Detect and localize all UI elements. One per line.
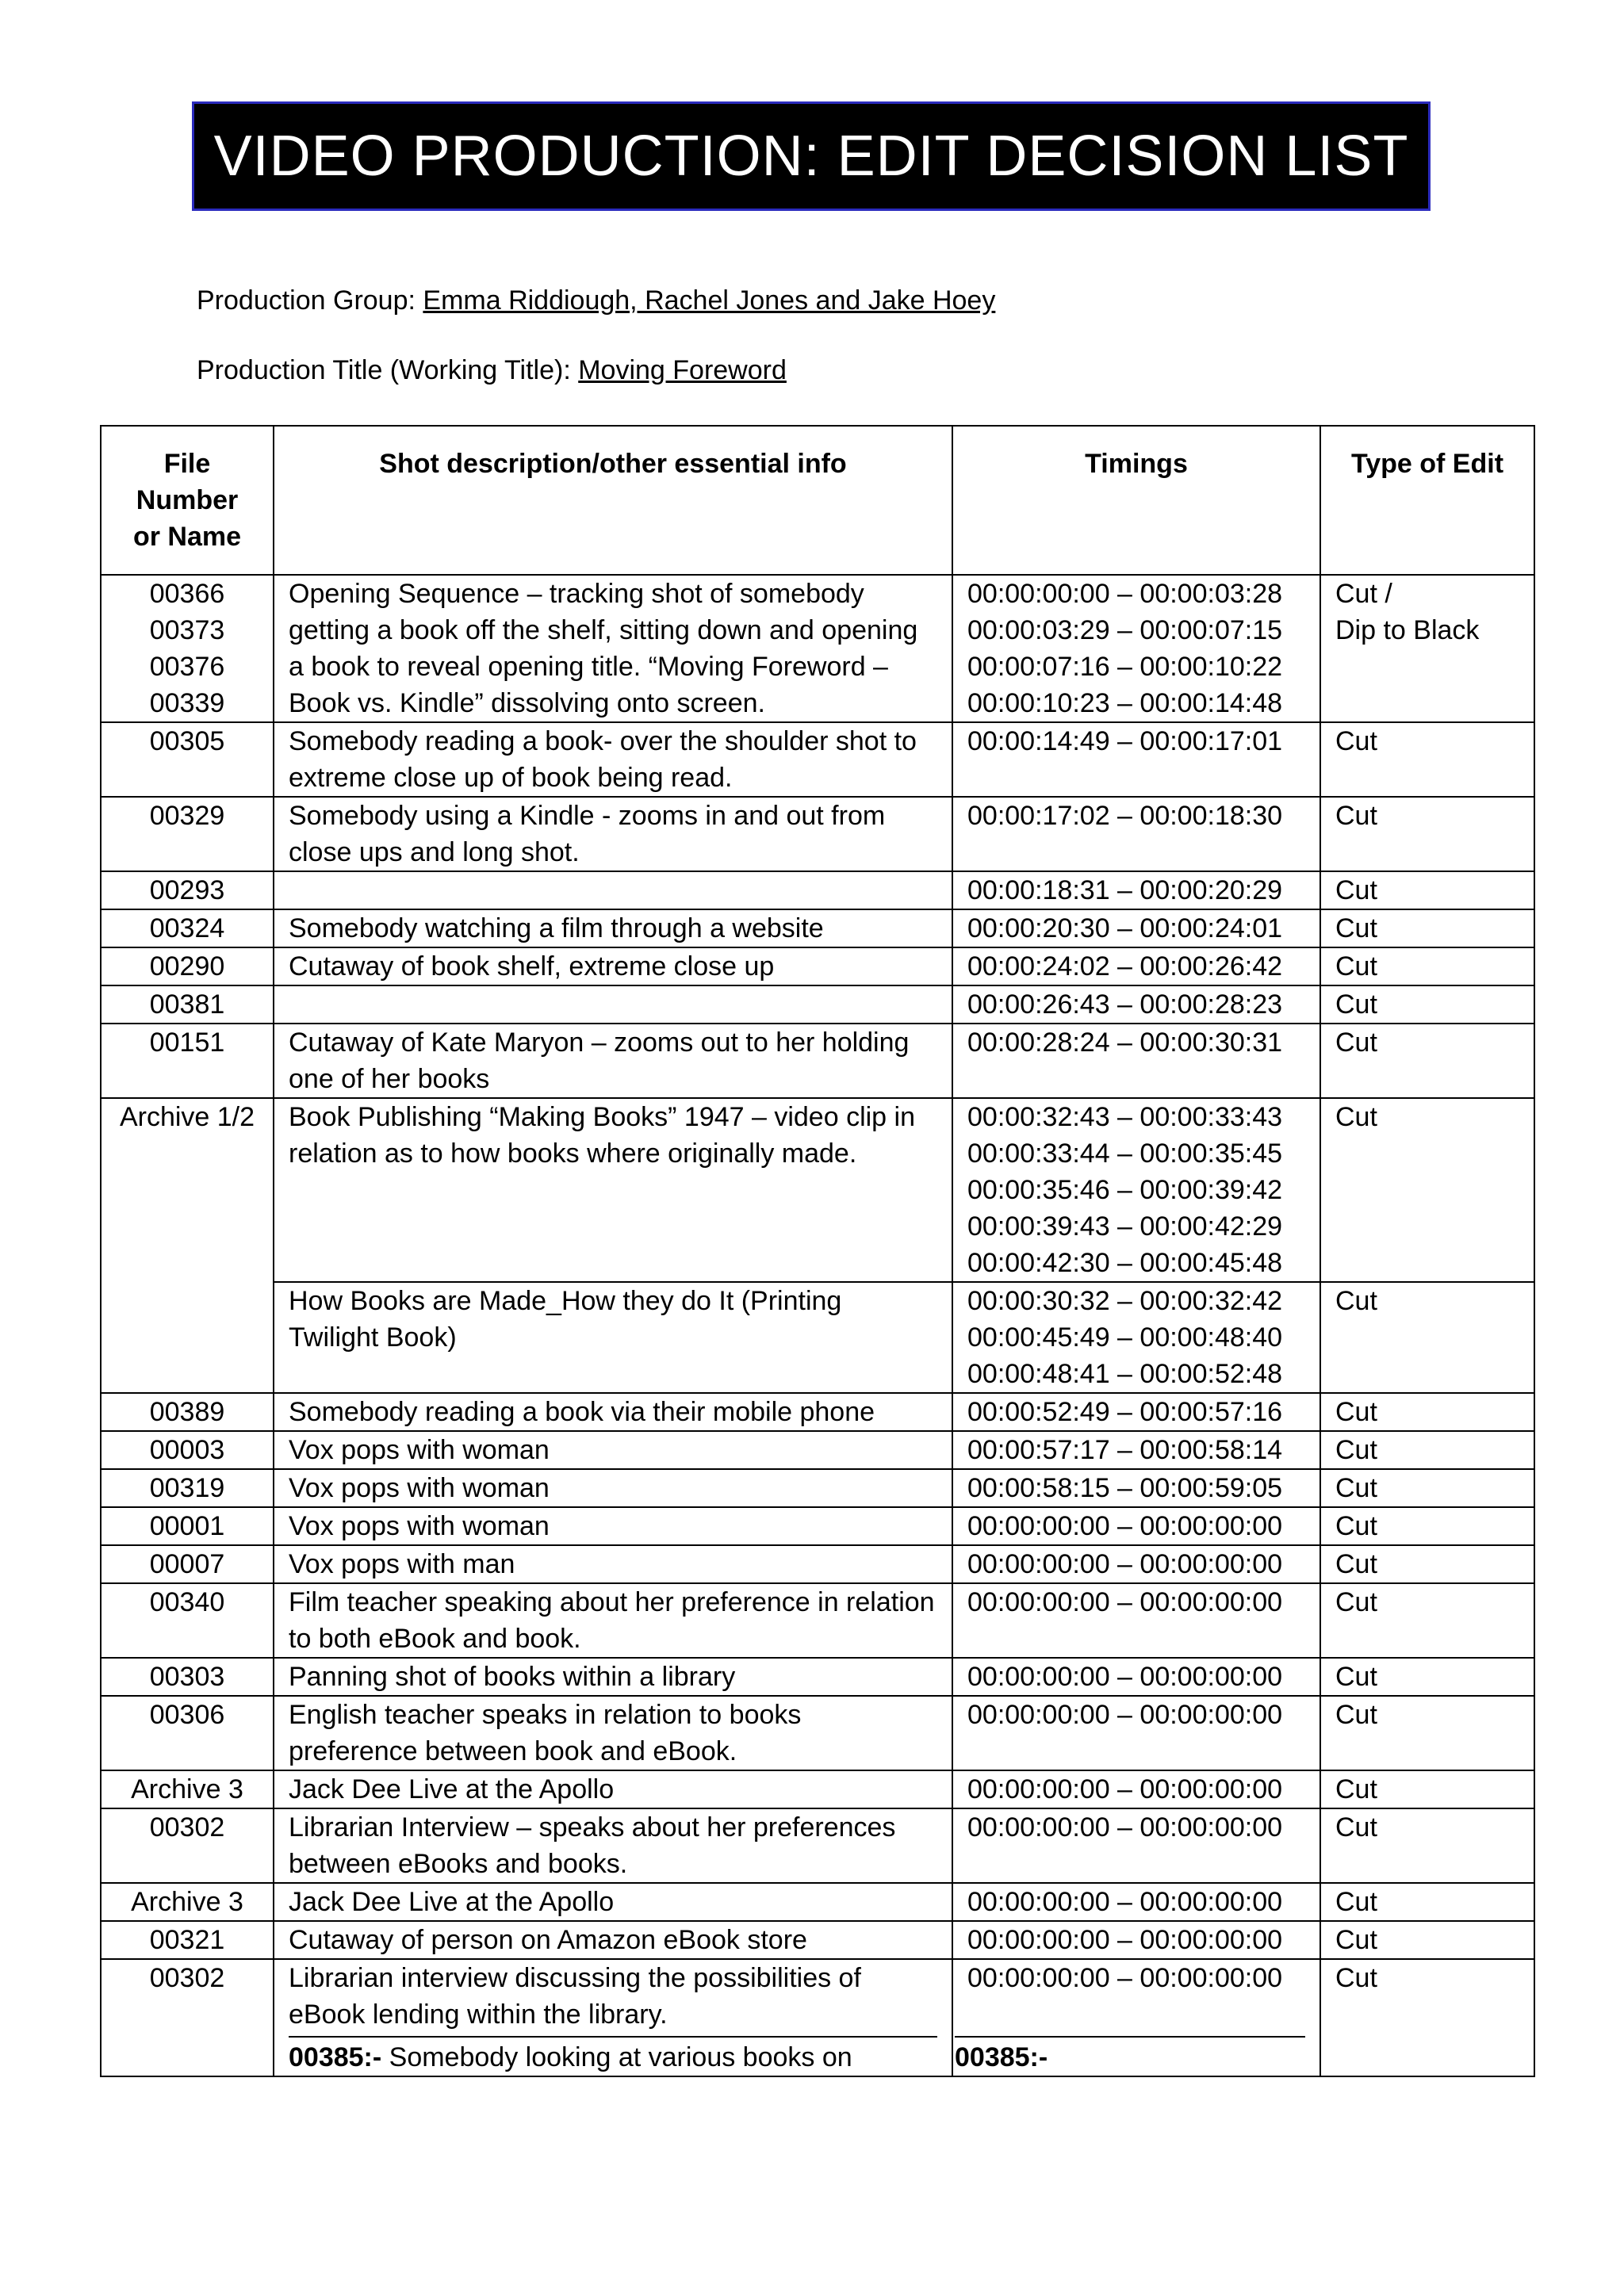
shot-description: Cutaway of person on Amazon eBook store	[289, 1925, 807, 1955]
table-row	[101, 575, 1534, 722]
shot-description: Vox pops with woman	[289, 1435, 550, 1465]
edit-type-cell	[1320, 1921, 1534, 1959]
description-cell	[274, 1024, 952, 1098]
edit-decision-table	[100, 425, 1535, 2077]
file-number: 00319	[149, 1473, 225, 1503]
timing: 00:00:00:00 – 00:00:00:00	[967, 1774, 1283, 1804]
file-cell	[101, 1696, 274, 1770]
edit-type: Cut	[1335, 913, 1377, 943]
header-timings: Timings	[952, 426, 1320, 575]
edit-type: Cut	[1335, 1435, 1377, 1465]
edit-type: Cut	[1335, 1027, 1377, 1058]
table-row	[101, 1921, 1534, 1959]
file-cell	[101, 1808, 274, 1883]
shot-description: Somebody using a Kindle - zooms in and out from close ups and long shot.	[289, 801, 886, 867]
edit-type: Dip to Black	[1335, 615, 1480, 645]
continued-description	[289, 2036, 937, 2076]
file-number: Archive 3	[131, 1887, 243, 1917]
description-cell	[274, 1393, 952, 1431]
edit-type-cell	[1320, 871, 1534, 909]
description-cell	[274, 1658, 952, 1696]
shot-description: Book Publishing “Making Books” 1947 – video clip in relation as to how books where originally made.	[289, 1102, 916, 1169]
edit-type-cell	[1320, 1959, 1534, 2076]
shot-description: Vox pops with woman	[289, 1511, 550, 1541]
file-number: 00003	[149, 1435, 225, 1465]
file-number: 00389	[149, 1397, 225, 1427]
production-title	[197, 355, 787, 386]
timings-cell	[952, 1696, 1320, 1770]
file-cell	[101, 1469, 274, 1507]
file-number: 00324	[149, 913, 225, 943]
description-cell	[274, 1583, 952, 1658]
edit-type-cell	[1320, 1507, 1534, 1545]
timing: 00:00:52:49 – 00:00:57:16	[967, 1397, 1283, 1427]
description-cell	[274, 985, 952, 1024]
table-row	[101, 1024, 1534, 1098]
shot-description: How Books are Made_How they do It (Printing Twilight Book)	[289, 1286, 842, 1353]
shot-description: Somebody reading a book via their mobile phone	[289, 1397, 875, 1427]
edit-type: Cut	[1335, 989, 1377, 1020]
edit-type-cell	[1320, 575, 1534, 722]
shot-description: Film teacher speaking about her preference in relation to both eBook and book.	[289, 1587, 935, 1654]
table-row	[101, 1431, 1534, 1469]
file-cell	[101, 947, 274, 985]
file-cell	[101, 1507, 274, 1545]
shot-description: Jack Dee Live at the Apollo	[289, 1887, 615, 1917]
table-row	[101, 1770, 1534, 1808]
timings-cell	[952, 1431, 1320, 1469]
timings-cell	[952, 1583, 1320, 1658]
edit-type: Cut	[1335, 1549, 1377, 1579]
production-group	[197, 285, 995, 316]
shot-description: Cutaway of Kate Maryon – zooms out to her holding one of her books	[289, 1027, 910, 1094]
timing: 00:00:00:00 – 00:00:00:00	[967, 1925, 1283, 1955]
timing: 00:00:20:30 – 00:00:24:01	[967, 913, 1283, 943]
file-number: 00302	[149, 1963, 225, 1993]
timings-cell	[952, 1098, 1320, 1282]
timing: 00:00:00:00 – 00:00:00:00	[967, 1812, 1283, 1843]
timings-cell	[952, 1024, 1320, 1098]
description-cell	[274, 1431, 952, 1469]
shot-description: Cutaway of book shelf, extreme close up	[289, 951, 775, 982]
file-number: 00290	[149, 951, 225, 982]
table-row	[101, 797, 1534, 871]
timings-cell	[952, 722, 1320, 797]
file-cell	[101, 1098, 274, 1393]
edit-type: Cut	[1335, 801, 1377, 831]
file-number: 00293	[149, 875, 225, 905]
timings-cell	[952, 1545, 1320, 1583]
file-number: 00151	[149, 1027, 225, 1058]
shot-description: Somebody watching a film through a website	[289, 913, 824, 943]
timing: 00:00:57:17 – 00:00:58:14	[967, 1435, 1283, 1465]
timing: 00:00:35:46 – 00:00:39:42	[967, 1175, 1283, 1205]
edit-type: Cut	[1335, 1700, 1377, 1730]
file-number: 00303	[149, 1662, 225, 1692]
timing: 00:00:45:49 – 00:00:48:40	[967, 1322, 1283, 1353]
timings-cell	[952, 1282, 1320, 1393]
description-cell	[274, 871, 952, 909]
edit-type-cell	[1320, 1883, 1534, 1921]
shot-description: Vox pops with man	[289, 1549, 515, 1579]
timing: 00:00:33:44 – 00:00:35:45	[967, 1138, 1283, 1169]
file-cell	[101, 1393, 274, 1431]
header-type-of-edit: Type of Edit	[1320, 426, 1534, 575]
timings-cell	[952, 1883, 1320, 1921]
table-row	[101, 1393, 1534, 1431]
page-title: VIDEO PRODUCTION: EDIT DECISION LIST	[192, 101, 1431, 211]
table-row	[101, 1469, 1534, 1507]
timing: 00:00:39:43 – 00:00:42:29	[967, 1211, 1283, 1242]
table-row	[101, 1583, 1534, 1658]
production-title-value: Moving Foreword	[578, 355, 787, 385]
continued-file-label: 00385:-	[289, 2042, 382, 2072]
description-cell	[274, 1921, 952, 1959]
edit-type: Cut	[1335, 1812, 1377, 1843]
edit-type: Cut	[1335, 1473, 1377, 1503]
edit-type: Cut /	[1335, 579, 1392, 609]
timing: 00:00:00:00 – 00:00:00:00	[967, 1587, 1283, 1617]
header-description: Shot description/other essential info	[274, 426, 952, 575]
file-cell	[101, 1959, 274, 2076]
file-number: 00306	[149, 1700, 225, 1730]
edit-type-cell	[1320, 1696, 1534, 1770]
file-cell	[101, 1883, 274, 1921]
timing: 00:00:00:00 – 00:00:00:00	[967, 1700, 1283, 1730]
edit-type-cell	[1320, 1393, 1534, 1431]
edit-type: Cut	[1335, 1925, 1377, 1955]
edit-type: Cut	[1335, 951, 1377, 982]
timing: 00:00:07:16 – 00:00:10:22	[967, 652, 1283, 682]
table-row	[101, 909, 1534, 947]
edit-type-cell	[1320, 1098, 1534, 1282]
file-number: 00381	[149, 989, 225, 1020]
timing: 00:00:00:00 – 00:00:00:00	[967, 1887, 1283, 1917]
description-cell	[274, 1545, 952, 1583]
table-row	[101, 1098, 1534, 1282]
timings-cell	[952, 1507, 1320, 1545]
edit-type-cell	[1320, 1282, 1534, 1393]
timing: 00:00:03:29 – 00:00:07:15	[967, 615, 1283, 645]
edit-type-cell	[1320, 1583, 1534, 1658]
edit-type: Cut	[1335, 1511, 1377, 1541]
timing: 00:00:30:32 – 00:00:32:42	[967, 1286, 1283, 1316]
file-number: 00321	[149, 1925, 225, 1955]
description-cell	[274, 1883, 952, 1921]
file-cell	[101, 985, 274, 1024]
file-number: Archive 1/2	[119, 1102, 255, 1132]
edit-type: Cut	[1335, 875, 1377, 905]
timings-cell	[952, 1469, 1320, 1507]
description-cell	[274, 1770, 952, 1808]
shot-description: Panning shot of books within a library	[289, 1662, 736, 1692]
table-row	[101, 1545, 1534, 1583]
edit-type: Cut	[1335, 1662, 1377, 1692]
edit-type-cell	[1320, 722, 1534, 797]
edit-type: Cut	[1335, 1286, 1377, 1316]
file-cell	[101, 1770, 274, 1808]
timing: 00:00:24:02 – 00:00:26:42	[967, 951, 1283, 982]
description-cell	[274, 1282, 952, 1393]
timings-cell	[952, 1658, 1320, 1696]
edit-type-cell	[1320, 985, 1534, 1024]
shot-description: English teacher speaks in relation to books preference between book and eBook.	[289, 1700, 802, 1766]
table-row	[101, 1658, 1534, 1696]
production-title-label: Production Title (Working Title):	[197, 355, 579, 385]
edit-type: Cut	[1335, 1887, 1377, 1917]
file-number: 00339	[149, 688, 225, 718]
description-cell	[274, 575, 952, 722]
table-row	[101, 1507, 1534, 1545]
edit-type-cell	[1320, 1770, 1534, 1808]
file-cell	[101, 797, 274, 871]
shot-description: Librarian interview discussing the possibilities of eBook lending within the library.	[289, 1963, 861, 2030]
timing: 00:00:48:41 – 00:00:52:48	[967, 1359, 1283, 1389]
timing: 00:00:10:23 – 00:00:14:48	[967, 688, 1283, 718]
file-number: 00329	[149, 801, 225, 831]
timing: 00:00:00:00 – 00:00:03:28	[967, 579, 1283, 609]
edit-type-cell	[1320, 797, 1534, 871]
file-number: 00001	[149, 1511, 225, 1541]
edit-type-cell	[1320, 1545, 1534, 1583]
shot-description: Jack Dee Live at the Apollo	[289, 1774, 615, 1804]
description-cell	[274, 1808, 952, 1883]
timings-cell	[952, 797, 1320, 871]
table-row	[101, 871, 1534, 909]
file-cell	[101, 1658, 274, 1696]
production-group-value: Emma Riddiough, Rachel Jones and Jake Hoey	[423, 285, 996, 316]
file-cell	[101, 909, 274, 947]
timings-cell	[952, 1808, 1320, 1883]
description-cell	[274, 797, 952, 871]
file-number: 00340	[149, 1587, 225, 1617]
edit-type-cell	[1320, 909, 1534, 947]
timings-cell	[952, 985, 1320, 1024]
table-row	[101, 1282, 1534, 1393]
file-number: 00305	[149, 726, 225, 756]
description-cell	[274, 947, 952, 985]
description-cell	[274, 1696, 952, 1770]
description-cell	[274, 1959, 952, 2076]
production-group-label: Production Group:	[197, 285, 423, 316]
file-number: 00007	[149, 1549, 225, 1579]
table-row	[101, 1696, 1534, 1770]
description-cell	[274, 722, 952, 797]
timing: 00:00:28:24 – 00:00:30:31	[967, 1027, 1283, 1058]
timing: 00:00:26:43 – 00:00:28:23	[967, 989, 1283, 1020]
edit-type: Cut	[1335, 1963, 1377, 1993]
continued-text: Somebody looking at various books on	[381, 2042, 852, 2072]
file-cell	[101, 1545, 274, 1583]
timings-cell	[952, 1393, 1320, 1431]
timings-cell	[952, 947, 1320, 985]
edit-type: Cut	[1335, 1102, 1377, 1132]
table-row	[101, 722, 1534, 797]
file-number: 00373	[149, 615, 225, 645]
file-number: 00302	[149, 1812, 225, 1843]
timings-cell	[952, 1770, 1320, 1808]
edit-type: Cut	[1335, 1397, 1377, 1427]
timings-cell	[952, 575, 1320, 722]
file-cell	[101, 1431, 274, 1469]
timing: 00:00:58:15 – 00:00:59:05	[967, 1473, 1283, 1503]
edit-type-cell	[1320, 1431, 1534, 1469]
shot-description: Somebody reading a book- over the shoulder shot to extreme close up of book being read.	[289, 726, 917, 793]
timing: 00:00:00:00 – 00:00:00:00	[967, 1511, 1283, 1541]
edit-type-cell	[1320, 1808, 1534, 1883]
table-row	[101, 1808, 1534, 1883]
timing: 00:00:00:00 – 00:00:00:00	[967, 1963, 1283, 1993]
file-cell	[101, 722, 274, 797]
edit-type-cell	[1320, 1469, 1534, 1507]
header-file: File Number or Name	[101, 426, 274, 575]
table-row	[101, 1959, 1534, 2076]
timings-cell	[952, 909, 1320, 947]
timings-cell	[952, 1959, 1320, 2076]
timing: 00:00:18:31 – 00:00:20:29	[967, 875, 1283, 905]
file-number: 00366	[149, 579, 225, 609]
edit-type-cell	[1320, 1024, 1534, 1098]
description-cell	[274, 1098, 952, 1282]
shot-description: Vox pops with woman	[289, 1473, 550, 1503]
table-header-row	[101, 426, 1534, 575]
continued-timing: 00385:-	[955, 2036, 1305, 2076]
timing: 00:00:14:49 – 00:00:17:01	[967, 726, 1283, 756]
table-row	[101, 1883, 1534, 1921]
edit-type: Cut	[1335, 726, 1377, 756]
timings-cell	[952, 871, 1320, 909]
timing: 00:00:42:30 – 00:00:45:48	[967, 1248, 1283, 1278]
timing: 00:00:17:02 – 00:00:18:30	[967, 801, 1283, 831]
file-cell	[101, 575, 274, 722]
description-cell	[274, 1469, 952, 1507]
file-number: 00376	[149, 652, 225, 682]
shot-description: Opening Sequence – tracking shot of somebody getting a book off the shelf, sitting down and opening a book to reveal opening title. “Moving Foreword – Book vs. Kindle” dissolving onto screen.	[289, 579, 918, 718]
file-number: Archive 3	[131, 1774, 243, 1804]
edit-type: Cut	[1335, 1774, 1377, 1804]
file-cell	[101, 1583, 274, 1658]
file-cell	[101, 1024, 274, 1098]
edit-type: Cut	[1335, 1587, 1377, 1617]
timing: 00:00:00:00 – 00:00:00:00	[967, 1549, 1283, 1579]
timing: 00:00:00:00 – 00:00:00:00	[967, 1662, 1283, 1692]
table-row	[101, 985, 1534, 1024]
timing: 00:00:32:43 – 00:00:33:43	[967, 1102, 1283, 1132]
description-cell	[274, 909, 952, 947]
file-cell	[101, 871, 274, 909]
timings-cell	[952, 1921, 1320, 1959]
table-row	[101, 947, 1534, 985]
edit-type-cell	[1320, 947, 1534, 985]
description-cell	[274, 1507, 952, 1545]
edit-type-cell	[1320, 1658, 1534, 1696]
file-cell	[101, 1921, 274, 1959]
shot-description: Librarian Interview – speaks about her preferences between eBooks and books.	[289, 1812, 896, 1879]
